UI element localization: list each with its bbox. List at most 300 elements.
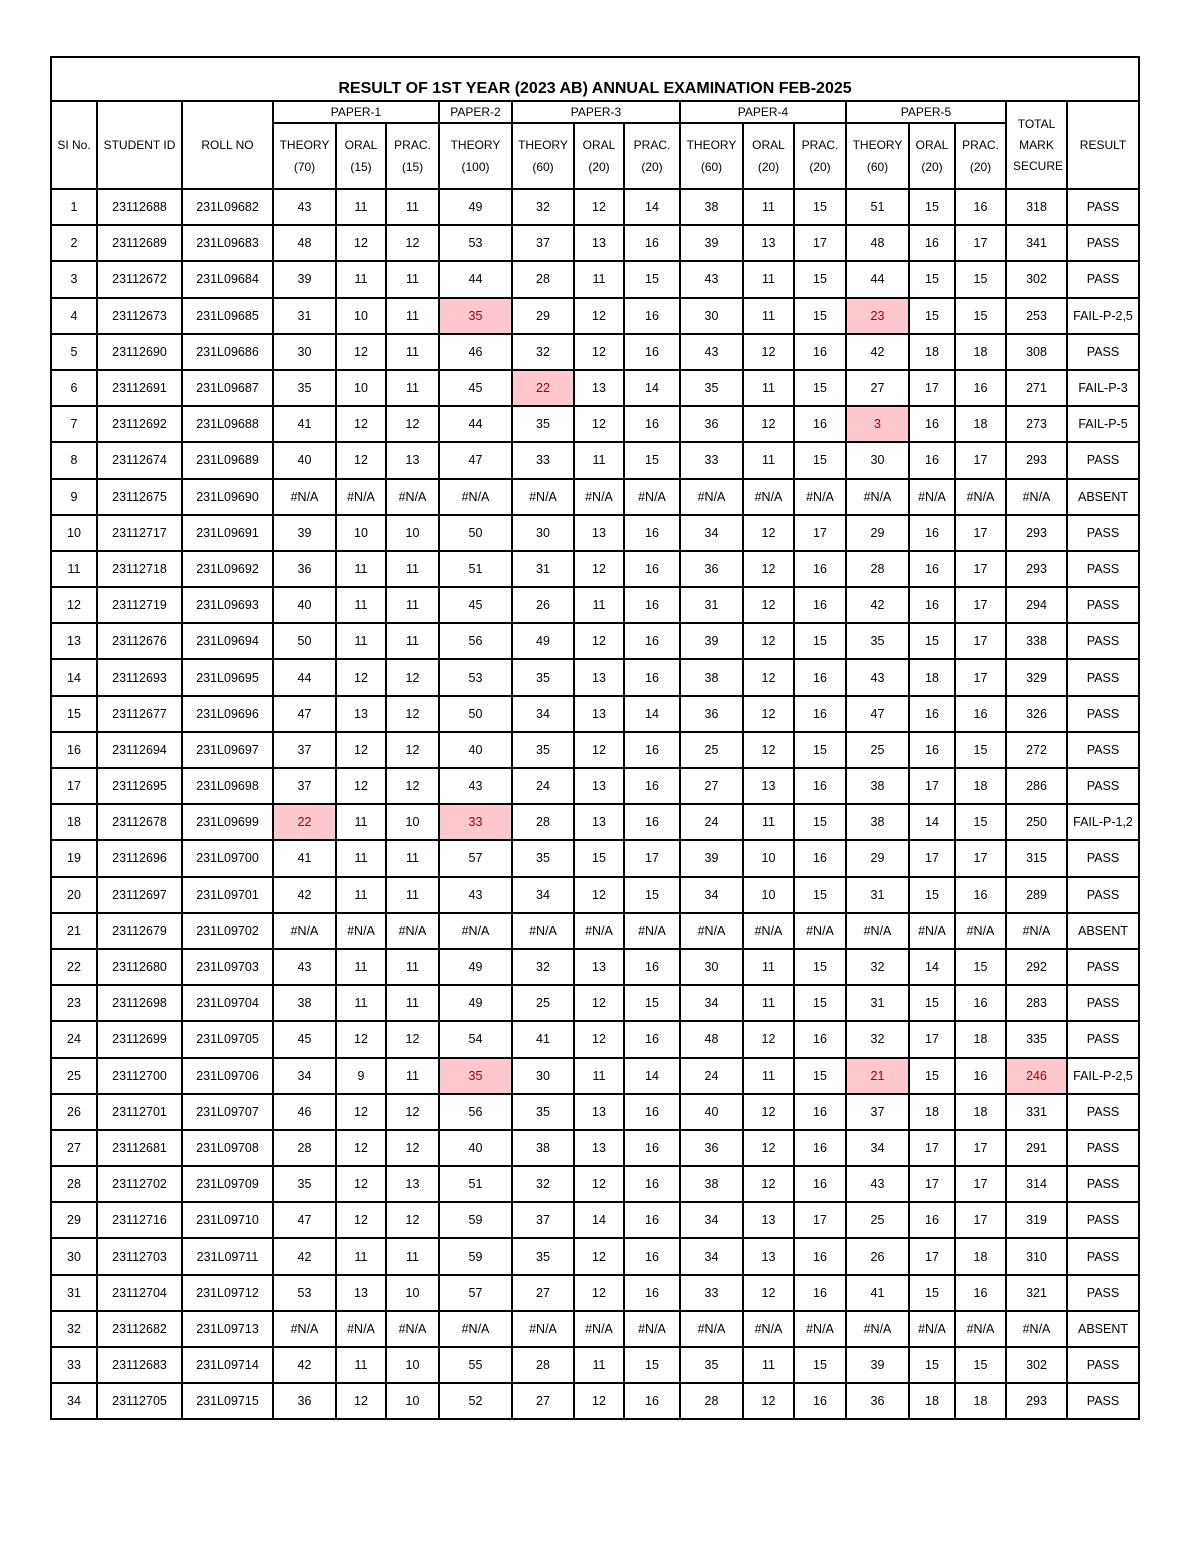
student-id-cell: 23112704	[97, 1275, 182, 1311]
mark-cell: 12	[743, 1166, 794, 1202]
student-id-cell: 23112672	[97, 261, 182, 297]
mark-cell: 15	[794, 623, 846, 659]
mark-cell: 15	[624, 985, 680, 1021]
mark-cell: 15	[624, 261, 680, 297]
mark-cell: 35	[439, 298, 512, 334]
mark-cell: 35	[439, 1058, 512, 1094]
student-id-cell: 23112695	[97, 768, 182, 804]
mark-cell: 11	[386, 334, 439, 370]
mark-cell: #N/A	[273, 479, 336, 515]
table-row	[51, 442, 1139, 478]
mark-cell: 16	[794, 587, 846, 623]
mark-cell: 16	[909, 442, 955, 478]
mark-cell: 16	[794, 406, 846, 442]
total-cell: 283	[1006, 985, 1067, 1021]
sl-no-cell: 1	[51, 189, 97, 225]
student-id-cell: 23112702	[97, 1166, 182, 1202]
mark-cell: #N/A	[439, 479, 512, 515]
mark-cell: 17	[624, 840, 680, 876]
roll-no-cell: 231L09715	[182, 1383, 273, 1419]
mark-cell: 34	[512, 877, 574, 913]
mark-cell: 12	[386, 225, 439, 261]
sl-no-cell: 11	[51, 551, 97, 587]
mark-cell: 55	[439, 1347, 512, 1383]
roll-no-cell: 231L09696	[182, 696, 273, 732]
mark-cell: 40	[439, 732, 512, 768]
total-cell: 293	[1006, 551, 1067, 587]
mark-cell: 48	[846, 225, 909, 261]
mark-cell: 15	[909, 877, 955, 913]
mark-cell: 17	[955, 1166, 1006, 1202]
mark-cell: 28	[512, 261, 574, 297]
mark-cell: 43	[439, 768, 512, 804]
mark-cell: 16	[909, 587, 955, 623]
mark-cell: 35	[273, 1166, 336, 1202]
mark-cell: 12	[386, 1202, 439, 1238]
mark-cell: 12	[574, 298, 624, 334]
mark-cell: 11	[336, 877, 386, 913]
mark-cell: #N/A	[794, 479, 846, 515]
mark-cell: 11	[386, 623, 439, 659]
result-cell: PASS	[1067, 1130, 1139, 1166]
mark-cell: 13	[574, 804, 624, 840]
mark-cell: 15	[794, 442, 846, 478]
mark-cell: 50	[439, 515, 512, 551]
mark-cell: 13	[743, 225, 794, 261]
mark-cell: 12	[574, 334, 624, 370]
sl-no-cell: 2	[51, 225, 97, 261]
mark-cell: 11	[336, 949, 386, 985]
mark-cell: 12	[574, 623, 624, 659]
mark-cell: 18	[955, 1021, 1006, 1057]
mark-cell: 10	[743, 877, 794, 913]
mark-cell: 16	[794, 768, 846, 804]
mark-cell: 11	[386, 551, 439, 587]
mark-cell: 38	[846, 768, 909, 804]
mark-cell: 39	[680, 623, 743, 659]
header-sub-column	[955, 123, 1006, 189]
mark-cell: 17	[909, 1166, 955, 1202]
mark-cell: 10	[336, 370, 386, 406]
mark-cell: 14	[624, 1058, 680, 1094]
sl-no-cell: 4	[51, 298, 97, 334]
total-cell: 291	[1006, 1130, 1067, 1166]
sl-no-cell: 18	[51, 804, 97, 840]
mark-cell: 12	[743, 1383, 794, 1419]
mark-cell: 47	[273, 696, 336, 732]
mark-cell: 42	[273, 1347, 336, 1383]
mark-cell: 40	[439, 1130, 512, 1166]
mark-cell: #N/A	[794, 1311, 846, 1347]
sub-header-max: (20)	[969, 160, 992, 174]
mark-cell: 31	[512, 551, 574, 587]
mark-cell: 12	[386, 659, 439, 695]
sl-no-cell: 28	[51, 1166, 97, 1202]
table-row	[51, 587, 1139, 623]
mark-cell: 15	[955, 804, 1006, 840]
mark-cell: 3	[846, 406, 909, 442]
mark-cell: 18	[955, 334, 1006, 370]
mark-cell: 50	[439, 696, 512, 732]
sl-no-cell: 22	[51, 949, 97, 985]
mark-cell: 11	[386, 985, 439, 1021]
mark-cell: 27	[512, 1383, 574, 1419]
mark-cell: #N/A	[512, 1311, 574, 1347]
roll-no-cell: 231L09711	[182, 1238, 273, 1274]
mark-cell: #N/A	[574, 913, 624, 949]
sub-header-label: PRAC.	[633, 138, 671, 152]
sl-no-cell: 9	[51, 479, 97, 515]
sl-no-cell: 16	[51, 732, 97, 768]
mark-cell: #N/A	[273, 913, 336, 949]
mark-cell: 16	[909, 515, 955, 551]
mark-cell: 11	[336, 623, 386, 659]
sub-header-label: PRAC.	[801, 138, 839, 152]
mark-cell: 15	[909, 1347, 955, 1383]
mark-cell: 16	[794, 659, 846, 695]
student-id-cell: 23112676	[97, 623, 182, 659]
mark-cell: 13	[386, 1166, 439, 1202]
mark-cell: 11	[336, 1347, 386, 1383]
roll-no-cell: 231L09688	[182, 406, 273, 442]
mark-cell: 16	[794, 1275, 846, 1311]
mark-cell: 47	[273, 1202, 336, 1238]
roll-no-cell: 231L09695	[182, 659, 273, 695]
mark-cell: 12	[743, 659, 794, 695]
mark-cell: 16	[624, 587, 680, 623]
student-id-cell: 23112697	[97, 877, 182, 913]
mark-cell: 12	[574, 406, 624, 442]
sub-header-max: (20)	[921, 160, 943, 174]
mark-cell: 12	[386, 768, 439, 804]
mark-cell: 16	[794, 1238, 846, 1274]
mark-cell: 15	[624, 1347, 680, 1383]
mark-cell: 28	[512, 1347, 574, 1383]
mark-cell: #N/A	[955, 1311, 1006, 1347]
student-id-cell: 23112698	[97, 985, 182, 1021]
mark-cell: 12	[336, 732, 386, 768]
mark-cell: 18	[909, 334, 955, 370]
table-row	[51, 732, 1139, 768]
sl-no-cell: 20	[51, 877, 97, 913]
mark-cell: 12	[743, 334, 794, 370]
header-sub-column	[846, 123, 909, 189]
table-row	[51, 1130, 1139, 1166]
header-sub-column	[743, 123, 794, 189]
sub-header-max: (100)	[461, 160, 490, 174]
student-id-cell: 23112674	[97, 442, 182, 478]
mark-cell: 13	[574, 1130, 624, 1166]
sl-no-cell: 26	[51, 1094, 97, 1130]
student-id-cell: 23112716	[97, 1202, 182, 1238]
mark-cell: 24	[680, 1058, 743, 1094]
sl-no-cell: 21	[51, 913, 97, 949]
sub-header-max: (20)	[809, 160, 831, 174]
result-cell: PASS	[1067, 949, 1139, 985]
mark-cell: 40	[273, 587, 336, 623]
mark-cell: 12	[336, 1166, 386, 1202]
roll-no-cell: 231L09704	[182, 985, 273, 1021]
mark-cell: 12	[386, 696, 439, 732]
mark-cell: 41	[846, 1275, 909, 1311]
mark-cell: 30	[273, 334, 336, 370]
mark-cell: 12	[336, 334, 386, 370]
mark-cell: #N/A	[680, 479, 743, 515]
result-cell: PASS	[1067, 1383, 1139, 1419]
mark-cell: 13	[574, 768, 624, 804]
mark-cell: 29	[846, 515, 909, 551]
mark-cell: 34	[680, 877, 743, 913]
mark-cell: #N/A	[846, 1311, 909, 1347]
mark-cell: 53	[439, 225, 512, 261]
mark-cell: #N/A	[386, 1311, 439, 1347]
roll-no-cell: 231L09703	[182, 949, 273, 985]
table-row	[51, 913, 1139, 949]
mark-cell: 49	[439, 949, 512, 985]
sub-header-max: (20)	[641, 160, 663, 174]
mark-cell: 17	[955, 1202, 1006, 1238]
mark-cell: 45	[273, 1021, 336, 1057]
mark-cell: 16	[624, 334, 680, 370]
mark-cell: 15	[955, 298, 1006, 334]
mark-cell: 12	[336, 225, 386, 261]
result-cell: PASS	[1067, 442, 1139, 478]
sl-no-cell: 15	[51, 696, 97, 732]
table-row	[51, 370, 1139, 406]
result-cell: PASS	[1067, 587, 1139, 623]
student-id-cell: 23112692	[97, 406, 182, 442]
mark-cell: 53	[273, 1275, 336, 1311]
mark-cell: 11	[336, 551, 386, 587]
mark-cell: 11	[743, 370, 794, 406]
mark-cell: 13	[574, 659, 624, 695]
mark-cell: 32	[846, 1021, 909, 1057]
mark-cell: 10	[386, 515, 439, 551]
table-row	[51, 877, 1139, 913]
table-row	[51, 804, 1139, 840]
mark-cell: 27	[680, 768, 743, 804]
sl-no-cell: 17	[51, 768, 97, 804]
sl-no-cell: 24	[51, 1021, 97, 1057]
mark-cell: 16	[624, 1202, 680, 1238]
mark-cell: #N/A	[624, 479, 680, 515]
mark-cell: 34	[680, 1238, 743, 1274]
sub-header-max: (60)	[532, 160, 554, 174]
sl-no-cell: 25	[51, 1058, 97, 1094]
roll-no-cell: 231L09685	[182, 298, 273, 334]
mark-cell: 11	[574, 442, 624, 478]
mark-cell: #N/A	[680, 1311, 743, 1347]
mark-cell: 33	[680, 442, 743, 478]
student-id-cell: 23112691	[97, 370, 182, 406]
mark-cell: 29	[512, 298, 574, 334]
table-row	[51, 406, 1139, 442]
mark-cell: 18	[909, 659, 955, 695]
result-cell: PASS	[1067, 696, 1139, 732]
roll-no-cell: 231L09697	[182, 732, 273, 768]
roll-no-cell: 231L09694	[182, 623, 273, 659]
mark-cell: 35	[512, 406, 574, 442]
student-id-cell: 23112703	[97, 1238, 182, 1274]
mark-cell: 16	[909, 406, 955, 442]
mark-cell: 31	[846, 985, 909, 1021]
mark-cell: 12	[743, 515, 794, 551]
table-row	[51, 551, 1139, 587]
roll-no-cell: 231L09686	[182, 334, 273, 370]
mark-cell: 11	[743, 189, 794, 225]
header-roll-no: ROLL NO	[182, 101, 273, 189]
header-paper-3: PAPER-3	[512, 101, 680, 123]
mark-cell: 11	[574, 261, 624, 297]
roll-no-cell: 231L09707	[182, 1094, 273, 1130]
mark-cell: 43	[680, 261, 743, 297]
mark-cell: 12	[574, 1166, 624, 1202]
mark-cell: 15	[794, 804, 846, 840]
header-sub-column	[574, 123, 624, 189]
total-cell: 250	[1006, 804, 1067, 840]
total-cell: 294	[1006, 587, 1067, 623]
result-cell: PASS	[1067, 515, 1139, 551]
mark-cell: 13	[336, 1275, 386, 1311]
table-row	[51, 949, 1139, 985]
mark-cell: 39	[273, 515, 336, 551]
table-row	[51, 225, 1139, 261]
sub-header-max: (20)	[757, 160, 780, 174]
mark-cell: #N/A	[743, 479, 794, 515]
mark-cell: 15	[794, 985, 846, 1021]
total-cell: 286	[1006, 768, 1067, 804]
mark-cell: 12	[386, 1130, 439, 1166]
mark-cell: 16	[794, 334, 846, 370]
mark-cell: 17	[909, 1130, 955, 1166]
table-row	[51, 1347, 1139, 1383]
sub-header-max: (15)	[401, 160, 424, 174]
table-row	[51, 1383, 1139, 1419]
sl-no-cell: 8	[51, 442, 97, 478]
mark-cell: 16	[624, 804, 680, 840]
mark-cell: #N/A	[846, 479, 909, 515]
mark-cell: 36	[846, 1383, 909, 1419]
roll-no-cell: 231L09705	[182, 1021, 273, 1057]
mark-cell: 12	[386, 406, 439, 442]
mark-cell: 15	[794, 261, 846, 297]
mark-cell: 12	[574, 1238, 624, 1274]
sub-header-max: (60)	[700, 160, 723, 174]
mark-cell: 11	[743, 442, 794, 478]
mark-cell: 12	[743, 406, 794, 442]
header-sub-column	[439, 123, 512, 189]
roll-no-cell: 231L09692	[182, 551, 273, 587]
mark-cell: 43	[273, 189, 336, 225]
mark-cell: 12	[743, 587, 794, 623]
mark-cell: 43	[846, 1166, 909, 1202]
mark-cell: 39	[273, 261, 336, 297]
mark-cell: 16	[624, 1094, 680, 1130]
mark-cell: 10	[386, 1383, 439, 1419]
student-id-cell: 23112675	[97, 479, 182, 515]
mark-cell: 12	[743, 1021, 794, 1057]
result-cell: PASS	[1067, 261, 1139, 297]
mark-cell: #N/A	[743, 1311, 794, 1347]
mark-cell: 10	[386, 1275, 439, 1311]
mark-cell: 47	[846, 696, 909, 732]
result-cell: PASS	[1067, 334, 1139, 370]
result-cell: PASS	[1067, 1166, 1139, 1202]
mark-cell: 42	[846, 334, 909, 370]
mark-cell: 37	[273, 768, 336, 804]
student-id-cell: 23112690	[97, 334, 182, 370]
mark-cell: 56	[439, 1094, 512, 1130]
total-cell: 289	[1006, 877, 1067, 913]
mark-cell: 11	[743, 804, 794, 840]
mark-cell: 17	[909, 768, 955, 804]
table-row	[51, 985, 1139, 1021]
sub-header-label: ORAL	[915, 138, 949, 152]
mark-cell: 12	[386, 1021, 439, 1057]
mark-cell: 11	[386, 587, 439, 623]
mark-cell: 47	[439, 442, 512, 478]
header-student-id: STUDENT ID	[97, 101, 182, 189]
student-id-cell: 23112699	[97, 1021, 182, 1057]
sub-header-label: THEORY	[279, 138, 330, 152]
student-id-cell: 23112683	[97, 1347, 182, 1383]
mark-cell: #N/A	[574, 479, 624, 515]
mark-cell: 33	[512, 442, 574, 478]
mark-cell: 16	[794, 840, 846, 876]
mark-cell: 27	[846, 370, 909, 406]
mark-cell: 15	[909, 189, 955, 225]
mark-cell: 18	[909, 1383, 955, 1419]
mark-cell: 11	[743, 985, 794, 1021]
sub-header-max: (20)	[588, 160, 610, 174]
mark-cell: 24	[680, 804, 743, 840]
mark-cell: 25	[846, 1202, 909, 1238]
mark-cell: #N/A	[794, 913, 846, 949]
mark-cell: 15	[909, 1275, 955, 1311]
student-id-cell: 23112701	[97, 1094, 182, 1130]
mark-cell: 17	[909, 1238, 955, 1274]
table-row	[51, 298, 1139, 334]
table-row	[51, 768, 1139, 804]
mark-cell: 36	[680, 1130, 743, 1166]
table-row	[51, 189, 1139, 225]
roll-no-cell: 231L09684	[182, 261, 273, 297]
mark-cell: 11	[574, 587, 624, 623]
table-row	[51, 1058, 1139, 1094]
mark-cell: 11	[386, 261, 439, 297]
mark-cell: 11	[336, 261, 386, 297]
mark-cell: 12	[743, 732, 794, 768]
mark-cell: 12	[574, 551, 624, 587]
roll-no-cell: 231L09690	[182, 479, 273, 515]
mark-cell: 16	[955, 370, 1006, 406]
header-paper-4: PAPER-4	[680, 101, 846, 123]
mark-cell: 12	[336, 768, 386, 804]
mark-cell: 16	[794, 551, 846, 587]
mark-cell: 43	[439, 877, 512, 913]
mark-cell: 40	[273, 442, 336, 478]
sub-header-label: THEORY	[450, 138, 501, 152]
student-id-cell: 23112677	[97, 696, 182, 732]
mark-cell: #N/A	[439, 1311, 512, 1347]
roll-no-cell: 231L09691	[182, 515, 273, 551]
mark-cell: #N/A	[439, 913, 512, 949]
mark-cell: 35	[273, 370, 336, 406]
mark-cell: 11	[386, 1058, 439, 1094]
mark-cell: 16	[624, 551, 680, 587]
roll-no-cell: 231L09699	[182, 804, 273, 840]
sl-no-cell: 3	[51, 261, 97, 297]
